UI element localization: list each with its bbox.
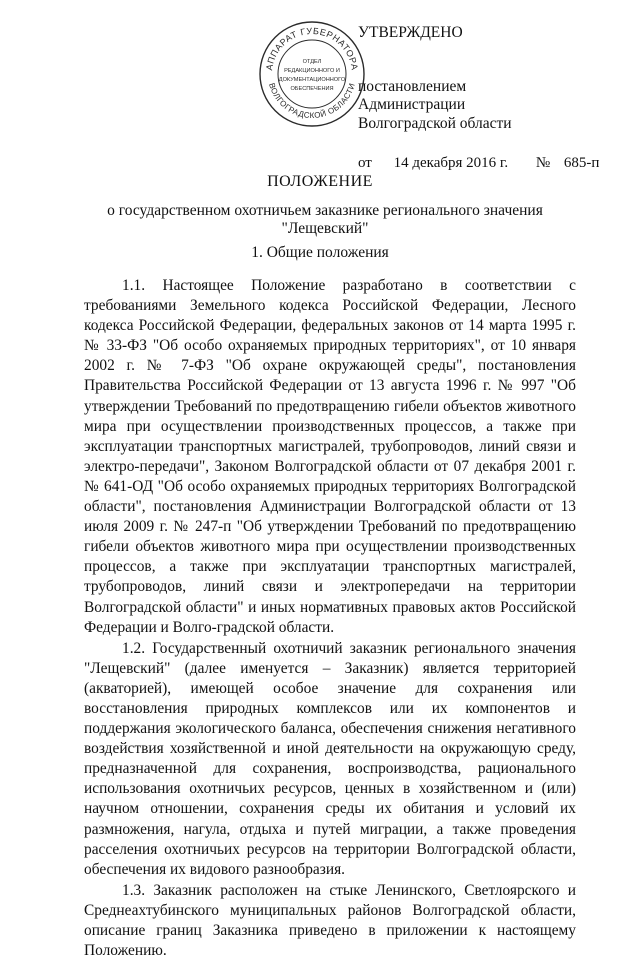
official-stamp [258, 20, 366, 128]
paragraph-1-2: 1.2. Государственный охотничий заказник регионального значения "Лещевский" (далее именуется – Заказник) является территорией (акваторией), имеющей особое значение для сохранения или восстановления природных комплексов или их компонентов и поддержания экологического баланса, обеспечения снижения негативного воздействия хозяйственной и иной деятельности на окружающую среду, предназначенной для сохранения, воспроизводства, рационального использования охотничьих ресурсов, ценных в хозяйственном и (или) научном отношении, сохранения среды их обитания и условий их размножения, нагула, отдыха и путей миграции, а также проведения расселения охотничьих ресурсов на территории Волгоградской области, обеспечения их видового разнообразия. [84, 639, 576, 878]
document-body [84, 276, 576, 962]
stamp-center-line-1: ОТДЕЛ [302, 59, 322, 65]
approval-date-line [358, 154, 599, 172]
approval-authority: Администрации [358, 96, 466, 113]
paragraph-1-1: 1.1. Настоящее Положение разработано в соответствии с требованиями Земельного кодекса Российской Федерации, Лесного кодекса Российской Федерации, федеральных законов от 14 марта 1995 г. № 33-ФЗ "Об особо охраняемых природных территориях", от 10 января 2002 г. № 7-ФЗ "Об охране окружающей среды", постановления Правительства Российской Федерации от 13 августа 1996 г. № 997 "Об утверждении Требований по предотвращению гибели объектов животного мира при осуществлении производственных процессов, а также при эксплуатации транспортных магистралей, трубопроводов, линий связи и электро-передачи", Законом Волгоградской области от 07 декабря 2001 г. № 641-ОД "Об особо охраняемых природных территориях Волгоградской области", постановления Администрации Волгоградской области от 13 июля 2009 г. № 247-п "Об утверждении Требований по предотвращению гибели объектов животного мира при осуществлении производственных процессов, а также при эксплуатации транспортных магистралей, трубопроводов, линий связи и электропередачи на территории Волгоградской области" и иных нормативных правовых актов Российской Федерации и Волго-градской области. [84, 277, 576, 636]
decree-number: 685-п [563, 155, 600, 171]
stamp-center-line-3: ДОКУМЕНТАЦИОННОГО [278, 77, 346, 83]
stamp-center-line-4: ОБЕСПЕЧЕНИЯ [290, 86, 334, 92]
approval-region: Волгоградской области [358, 115, 512, 132]
from-label: от [358, 155, 372, 171]
document-subtitle: о государственном охотничьем заказнике регионального значения "Лещевский" [107, 202, 543, 237]
section-heading: 1. Общие положения [251, 244, 389, 261]
approval-date: 14 декабря 2016 г. [393, 155, 509, 171]
document-title: ПОЛОЖЕНИЕ [267, 173, 373, 190]
stamp-ring-bottom-text: ВОЛГОГРАДСКОЙ ОБЛАСТИ [267, 81, 357, 121]
stamp-ring-top-text: АППАРАТ ГУБЕРНАТОРА [264, 25, 360, 72]
approved-by: постановлением [358, 78, 467, 95]
approved-label: УТВЕРЖДЕНО [358, 24, 463, 41]
paragraph-1-3: 1.3. Заказник расположен на стыке Ленинского, Светлоярского и Среднеахтубинского муниципальных районов Волгоградской области, описание границ Заказника приведено в приложении к настоящему Положению. [84, 881, 576, 960]
stamp-center-line-2: РЕДАКЦИОННОГО И [284, 68, 340, 74]
number-sign: № [535, 155, 551, 171]
